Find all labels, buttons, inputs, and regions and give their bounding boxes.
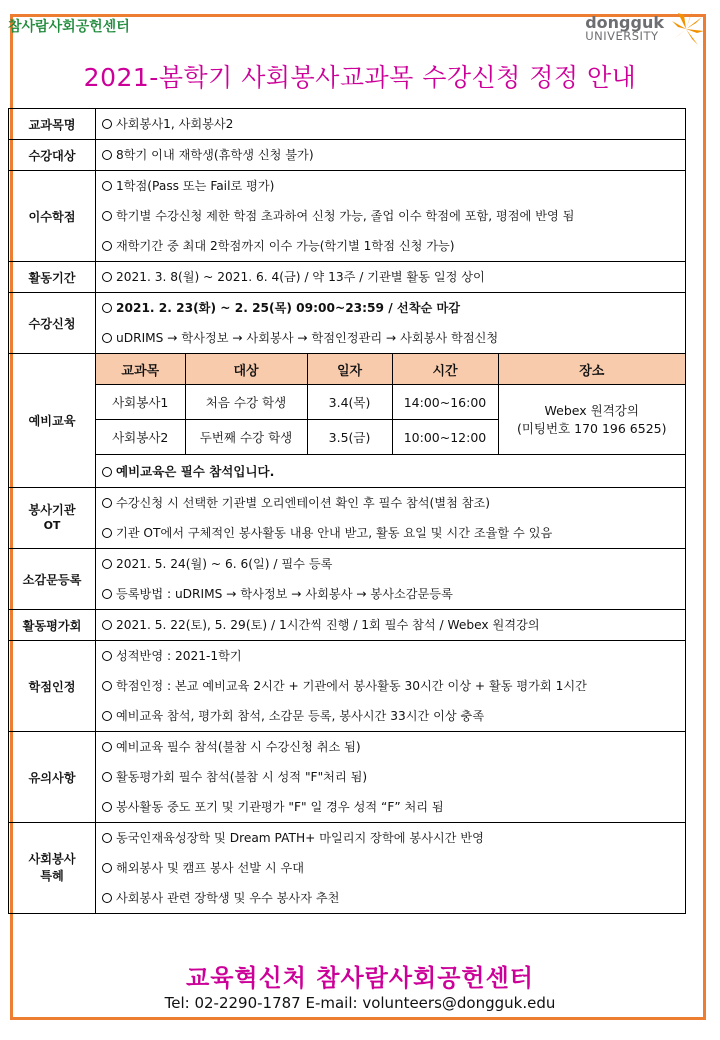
agency-ot-line-1: 수강신청 시 선택한 기관별 오리엔테이션 확인 후 필수 참석(별첨 참조) bbox=[102, 488, 679, 518]
credit-line-2: 학기별 수강신청 제한 학점 초과하여 신청 가능, 졸업 이수 학점에 포함, 평점에 반영 됨 bbox=[102, 201, 679, 231]
prep-place-cell bbox=[498, 385, 685, 455]
recognition-line-1: 성적반영 : 2021-1학기 bbox=[102, 641, 679, 671]
row-caution bbox=[9, 732, 686, 823]
prep-col-target: 대상 bbox=[185, 354, 307, 385]
prep-cell: 3.4(목) bbox=[307, 385, 392, 420]
row-recognition bbox=[9, 641, 686, 732]
label-benefit: 사회봉사 특혜 bbox=[9, 823, 96, 914]
agency-ot-line-2: 기관 OT에서 구체적인 봉사활동 내용 안내 받고, 활동 요일 및 시간 조율할 수 있음 bbox=[102, 518, 679, 548]
row-credit bbox=[9, 171, 686, 262]
row-essay bbox=[9, 549, 686, 610]
label-credit: 이수학점 bbox=[9, 171, 96, 262]
essay-line-2: 등록방법 : uDRIMS → 학사정보 → 사회봉사 → 봉사소감문등록 bbox=[102, 579, 679, 609]
target-line-1: 8학기 이내 재학생(휴학생 신청 불가) bbox=[102, 140, 679, 170]
label-caution: 유의사항 bbox=[9, 732, 96, 823]
prep-col-time: 시간 bbox=[392, 354, 498, 385]
prep-note-row bbox=[96, 455, 685, 488]
logo-bottom-text: UNIVERSITY bbox=[585, 29, 659, 44]
label-course: 교과목명 bbox=[9, 109, 96, 140]
label-agency-ot: 봉사기관 OT bbox=[9, 488, 96, 549]
benefit-line-2: 해외봉사 및 캠프 봉사 선발 시 우대 bbox=[102, 853, 679, 883]
prep-header-row bbox=[96, 354, 685, 385]
evaluation-line-1: 2021. 5. 22(토), 5. 29(토) / 1시간씩 진행 / 1회 필수 참석 / Webex 원격강의 bbox=[102, 610, 679, 640]
label-target: 수강대상 bbox=[9, 140, 96, 171]
register-line-1: 2021. 2. 23(화) ~ 2. 25(목) 09:00~23:59 / 선착순 마감 bbox=[102, 293, 679, 323]
prep-cell: 사회봉사2 bbox=[96, 420, 185, 455]
row-agency-ot bbox=[9, 488, 686, 549]
caution-line-2: 활동평가회 필수 참석(불참 시 성적 "F"처리 됨) bbox=[102, 762, 679, 792]
footer-contact: Tel: 02-2290-1787 E-mail: volunteers@dongguk.edu bbox=[164, 994, 556, 1012]
lotus-icon bbox=[666, 9, 706, 49]
benefit-line-3: 사회봉사 관련 장학생 및 우수 봉사자 추천 bbox=[102, 883, 679, 913]
prep-cell: 3.5(금) bbox=[307, 420, 392, 455]
page-title: 2021-봄학기 사회봉사교과목 수강신청 정정 안내 bbox=[83, 63, 637, 92]
row-period bbox=[9, 262, 686, 293]
credit-line-3: 재학기간 중 최대 2학점까지 이수 가능(학기별 1학점 신청 가능) bbox=[102, 231, 679, 261]
prep-row-1 bbox=[96, 385, 685, 420]
row-prep bbox=[9, 354, 686, 488]
prep-cell: 사회봉사1 bbox=[96, 385, 185, 420]
row-target bbox=[9, 140, 686, 171]
benefit-line-1: 동국인재육성장학 및 Dream PATH+ 마일리지 장학에 봉사시간 반영 bbox=[102, 823, 679, 853]
row-benefit bbox=[9, 823, 686, 914]
label-evaluation: 활동평가회 bbox=[9, 610, 96, 641]
row-course bbox=[9, 109, 686, 140]
info-table bbox=[8, 108, 686, 914]
credit-line-1: 1학점(Pass 또는 Fail로 평가) bbox=[102, 171, 679, 201]
course-line-1: 사회봉사1, 사회봉사2 bbox=[102, 109, 679, 139]
prep-note: 예비교육은 필수 참석입니다. bbox=[116, 464, 275, 479]
prep-col-place: 장소 bbox=[498, 354, 685, 385]
prep-cell: 14:00~16:00 bbox=[392, 385, 498, 420]
row-evaluation bbox=[9, 610, 686, 641]
register-line-2: uDRIMS → 학사정보 → 사회봉사 → 학점인정관리 → 사회봉사 학점신청 bbox=[102, 323, 679, 353]
logo-top-text: dongguk bbox=[585, 13, 664, 33]
prep-cell: 처음 수강 학생 bbox=[185, 385, 307, 420]
prep-place-line-2: (미팅번호 170 196 6525) bbox=[516, 420, 667, 436]
caution-line-1: 예비교육 필수 참석(불참 시 수강신청 취소 됨) bbox=[102, 732, 679, 762]
university-logo bbox=[585, 8, 706, 50]
essay-line-1: 2021. 5. 24(월) ~ 6. 6(일) / 필수 등록 bbox=[102, 549, 679, 579]
label-register: 수강신청 bbox=[9, 293, 96, 354]
recognition-line-3: 예비교육 참석, 평가회 참석, 소감문 등록, 봉사시간 33시간 이상 충족 bbox=[102, 701, 679, 731]
prep-col-course: 교과목 bbox=[96, 354, 185, 385]
org-name: 참사람사회공헌센터 bbox=[8, 19, 130, 35]
period-line-1: 2021. 3. 8(월) ~ 2021. 6. 4(금) / 약 13주 / 기관별 활동 일정 상이 bbox=[102, 262, 679, 292]
prep-place-line-1: Webex 원격강의 bbox=[544, 402, 639, 418]
prep-cell: 10:00~12:00 bbox=[392, 420, 498, 455]
label-prep: 예비교육 bbox=[9, 354, 96, 488]
prep-schedule-table bbox=[96, 354, 685, 487]
recognition-line-2: 학점인정 : 본교 예비교육 2시간 + 기관에서 봉사활동 30시간 이상 + 활동 평가회 1시간 bbox=[102, 671, 679, 701]
caution-line-3: 봉사활동 중도 포기 및 기관평가 "F" 일 경우 성적 “F” 처리 됨 bbox=[102, 792, 679, 822]
prep-col-date: 일자 bbox=[307, 354, 392, 385]
label-period: 활동기간 bbox=[9, 262, 96, 293]
row-register bbox=[9, 293, 686, 354]
prep-cell: 두번째 수강 학생 bbox=[185, 420, 307, 455]
label-essay: 소감문등록 bbox=[9, 549, 96, 610]
footer-department: 교육혁신처 참사람사회공헌센터 bbox=[186, 964, 534, 992]
label-recognition: 학점인정 bbox=[9, 641, 96, 732]
